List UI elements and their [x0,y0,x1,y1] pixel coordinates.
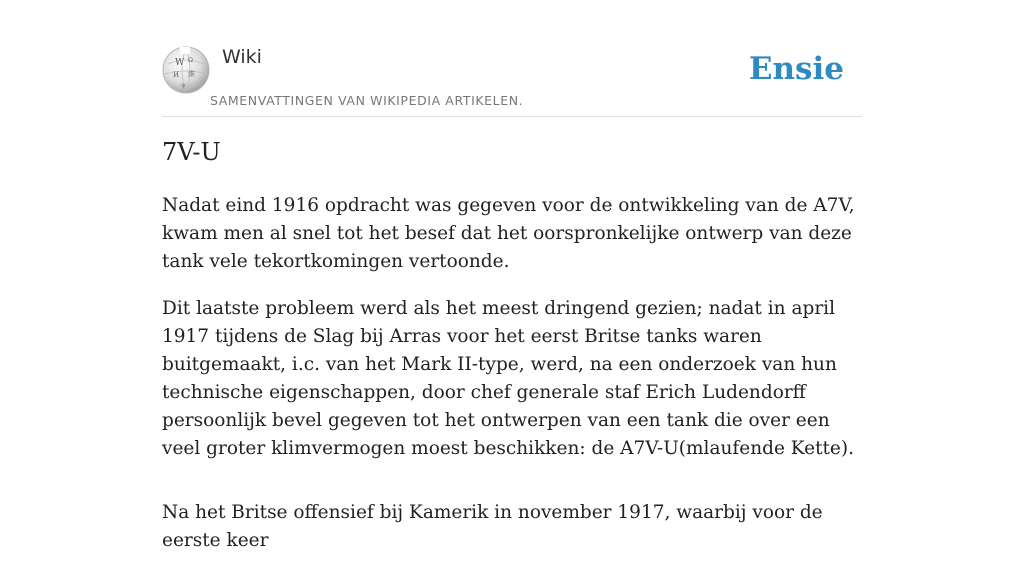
site-tagline: SAMENVATTINGEN VAN WIKIPEDIA ARTIKELEN. [210,93,524,108]
site-header [162,42,862,117]
svg-text:維: 維 [188,70,195,78]
svg-text:Ω: Ω [188,57,193,64]
article-paragraph: Nadat eind 1916 opdracht was gegeven voor de ontwikkeling van de A7V, kwam men al snel tot het besef dat het oorspronkelijke ontwerp van deze tank vele tekortkomingen vertoonde. [162,195,855,272]
svg-text:ψ: ψ [181,82,186,89]
ensie-brand-link[interactable]: Ensie [748,51,844,87]
wikipedia-globe-icon[interactable] [162,46,210,94]
article-title: 7V-U [162,138,221,166]
site-name[interactable]: Wiki [222,46,262,68]
article-paragraph: Na het Britse offensief bij Kamerik in november 1917, waarbij voor de eerste keer [162,502,823,551]
svg-text:И: И [173,71,180,79]
svg-text:W: W [175,58,185,68]
article-paragraph: Dit laatste probleem werd als het meest dringend gezien; nadat in april 1917 tijdens de Slag bij Arras voor het eerst Britse tanks waren buitgemaakt, i.c. van het Mark II-type, werd, na een onderzoek van hun technische eigenschappen, door chef generale staf Erich Ludendorff persoonlijk bevel gegeven tot het ontwerpen van een tank die over een veel groter klimvermogen moest beschikken: de A7V-U(mlaufende Kette). [162,298,854,459]
article-body [162,192,862,574]
